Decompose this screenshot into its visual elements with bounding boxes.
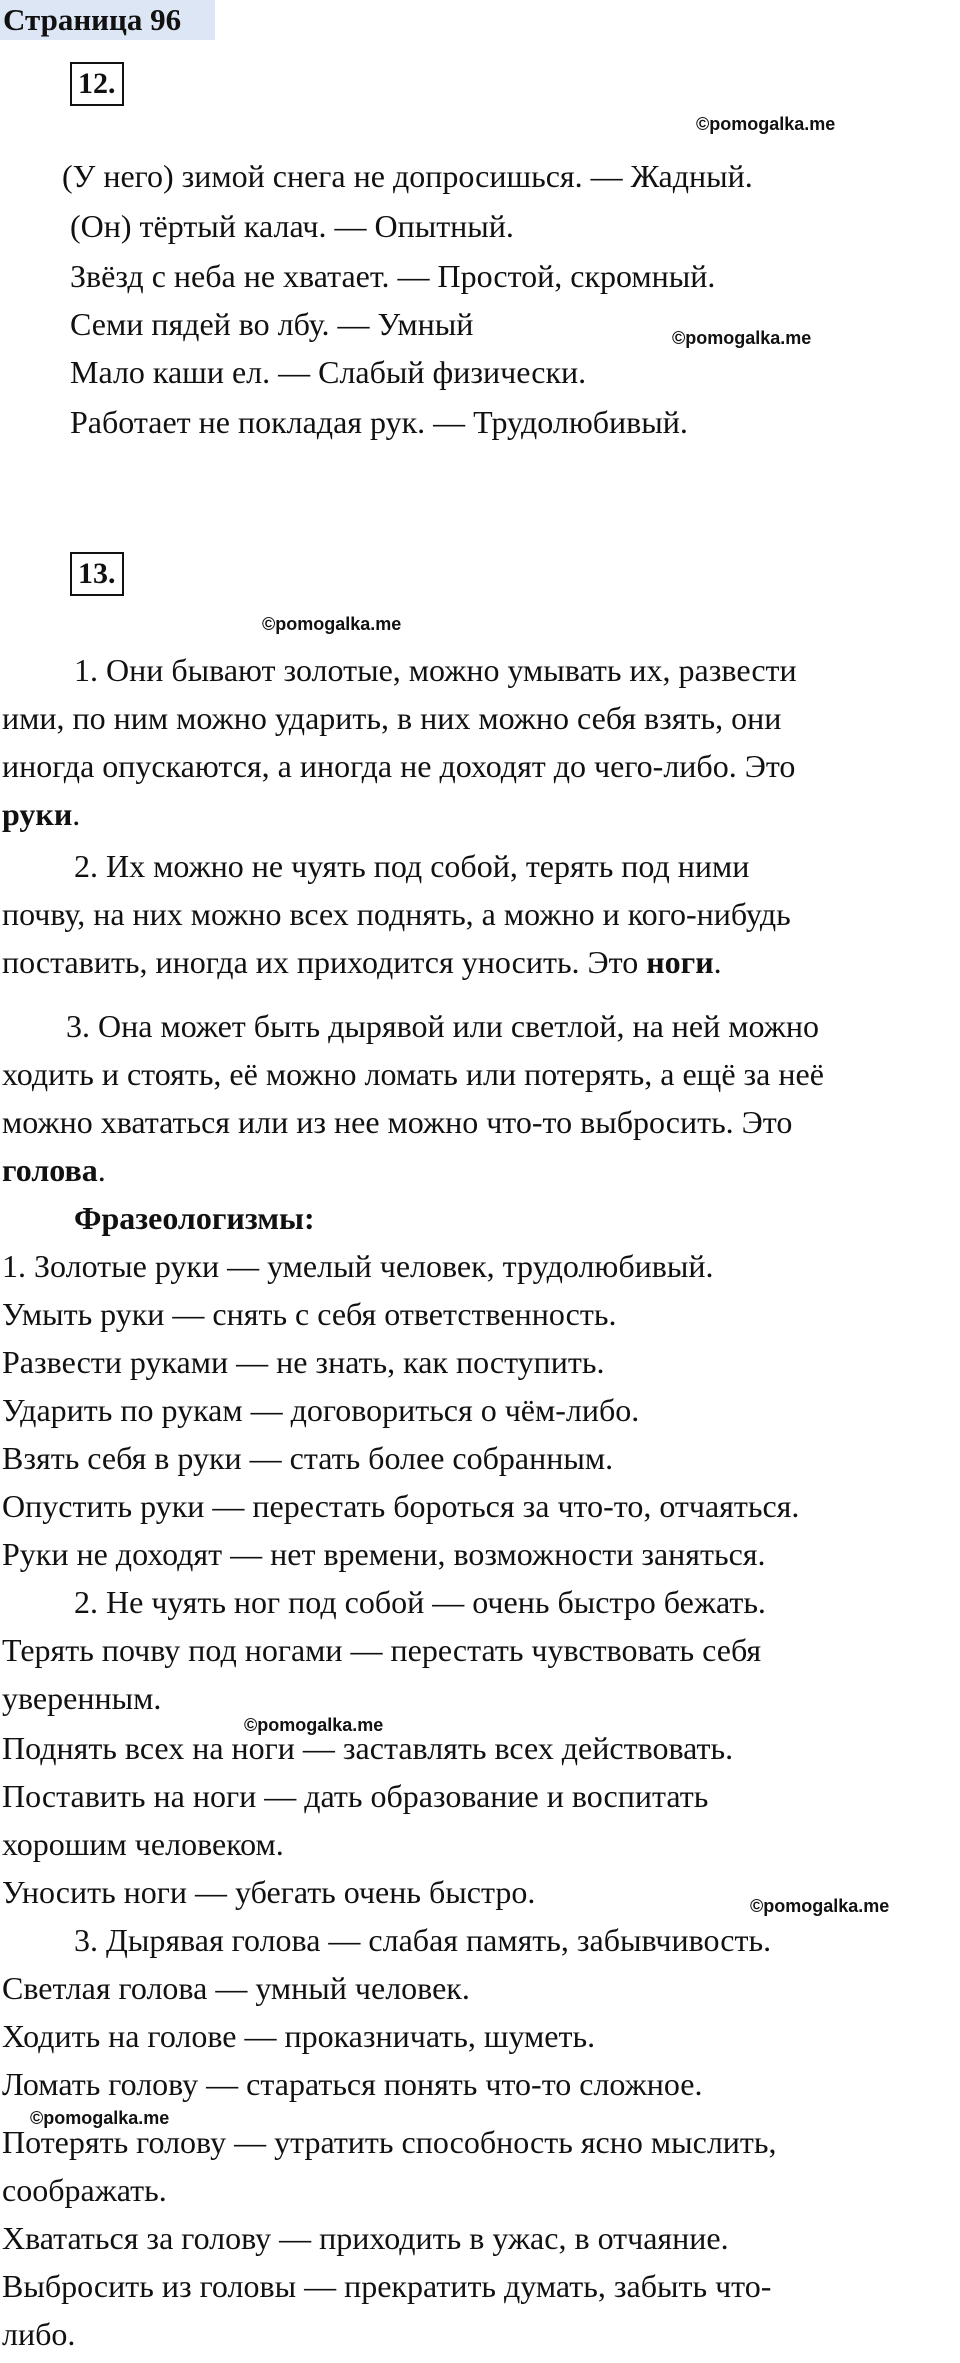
page-title: Страница 96 <box>0 0 215 40</box>
phrase-line: Выбросить из головы — прекратить думать, забыть что- <box>2 2268 772 2304</box>
phrase-line: Руки не доходят — нет времени, возможности заняться. <box>2 1536 766 1572</box>
watermark: ©pomogalka.me <box>244 1715 384 1735</box>
phrase-line: 3. Дырявая голова — слабая память, забывчивость. <box>74 1922 772 1958</box>
watermark: ©pomogalka.me <box>696 114 836 134</box>
phrase-line: Поставить на ноги — дать образование и воспитать <box>2 1778 709 1814</box>
riddle-3-line: 3. Она может быть дырявой или светлой, на ней можно <box>66 1008 819 1044</box>
task-12-line: Семи пядей во лбу. — Умный <box>70 306 474 342</box>
phrase-line: Хвататься за голову — приходить в ужас, в отчаяние. <box>2 2220 729 2256</box>
riddle-2-line: 2. Их можно не чуять под собой, терять под ними <box>74 848 750 884</box>
riddle-3-answer-line: голова. <box>2 1152 106 1188</box>
task-13-number: 13. <box>70 552 124 596</box>
riddle-3-line: ходить и стоять, её можно ломать или потерять, а ещё за неё <box>2 1056 824 1092</box>
phrase-line: Взять себя в руки — стать более собранным. <box>2 1440 614 1476</box>
phrase-line: Поднять всех на ноги — заставлять всех действовать. <box>2 1730 734 1766</box>
watermark: ©pomogalka.me <box>750 1896 890 1916</box>
task-12-line: Звёзд с неба не хватает. — Простой, скромный. <box>70 258 716 294</box>
phrase-line: Ходить на голове — проказничать, шуметь. <box>2 2018 596 2054</box>
phrase-line: Умыть руки — снять с себя ответственность. <box>2 1296 617 1332</box>
task-12-number: 12. <box>70 62 124 106</box>
task-12-line: (У него) зимой снега не допросишься. — Жадный. <box>62 158 753 194</box>
riddle-3-line: можно хвататься или из нее можно что-то выбросить. Это <box>2 1104 793 1140</box>
task-12-line: Мало каши ел. — Слабый физически. <box>70 354 587 390</box>
phrases-heading: Фразеологизмы: <box>74 1200 315 1236</box>
phrase-line: хорошим человеком. <box>2 1826 284 1862</box>
riddle-1-line: ими, по ним можно ударить, в них можно себя взять, они <box>2 700 782 736</box>
riddle-2-answer-line: поставить, иногда их приходится уносить. Это ноги. <box>2 944 722 980</box>
riddle-2-answer: ноги <box>646 944 714 980</box>
phrase-line: либо. <box>2 2316 76 2352</box>
phrase-line: Потерять голову — утратить способность ясно мыслить, <box>2 2124 777 2160</box>
phrase-line: Уносить ноги — убегать очень быстро. <box>2 1874 536 1910</box>
phrase-line: соображать. <box>2 2172 167 2208</box>
phrase-line: Ломать голову — стараться понять что-то сложное. <box>2 2066 703 2102</box>
phrase-line: уверенным. <box>2 1680 162 1716</box>
riddle-1-answer: руки <box>2 796 73 832</box>
phrase-line: Ударить по рукам — договориться о чём-либо. <box>2 1392 640 1428</box>
riddle-3-answer: голова <box>2 1152 98 1188</box>
phrase-line: Терять почву под ногами — перестать чувствовать себя <box>2 1632 762 1668</box>
riddle-1-answer-line: руки. <box>2 796 81 832</box>
watermark: ©pomogalka.me <box>672 328 812 348</box>
riddle-1-line: иногда опускаются, а иногда не доходят до чего-либо. Это <box>2 748 796 784</box>
watermark: ©pomogalka.me <box>262 614 402 634</box>
task-12-line: Работает не покладая рук. — Трудолюбивый. <box>70 404 688 440</box>
phrase-line: Светлая голова — умный человек. <box>2 1970 470 2006</box>
phrase-line: 1. Золотые руки — умелый человек, трудолюбивый. <box>2 1248 714 1284</box>
task-12-line: (Он) тёртый калач. — Опытный. <box>70 208 514 244</box>
riddle-1-line: 1. Они бывают золотые, можно умывать их, развести <box>74 652 797 688</box>
phrase-line: Развести руками — не знать, как поступить. <box>2 1344 605 1380</box>
phrase-line: 2. Не чуять ног под собой — очень быстро бежать. <box>74 1584 766 1620</box>
phrase-line: Опустить руки — перестать бороться за что-то, отчаяться. <box>2 1488 800 1524</box>
riddle-2-line: почву, на них можно всех поднять, а можно и кого-нибудь <box>2 896 791 932</box>
watermark: ©pomogalka.me <box>30 2108 170 2128</box>
